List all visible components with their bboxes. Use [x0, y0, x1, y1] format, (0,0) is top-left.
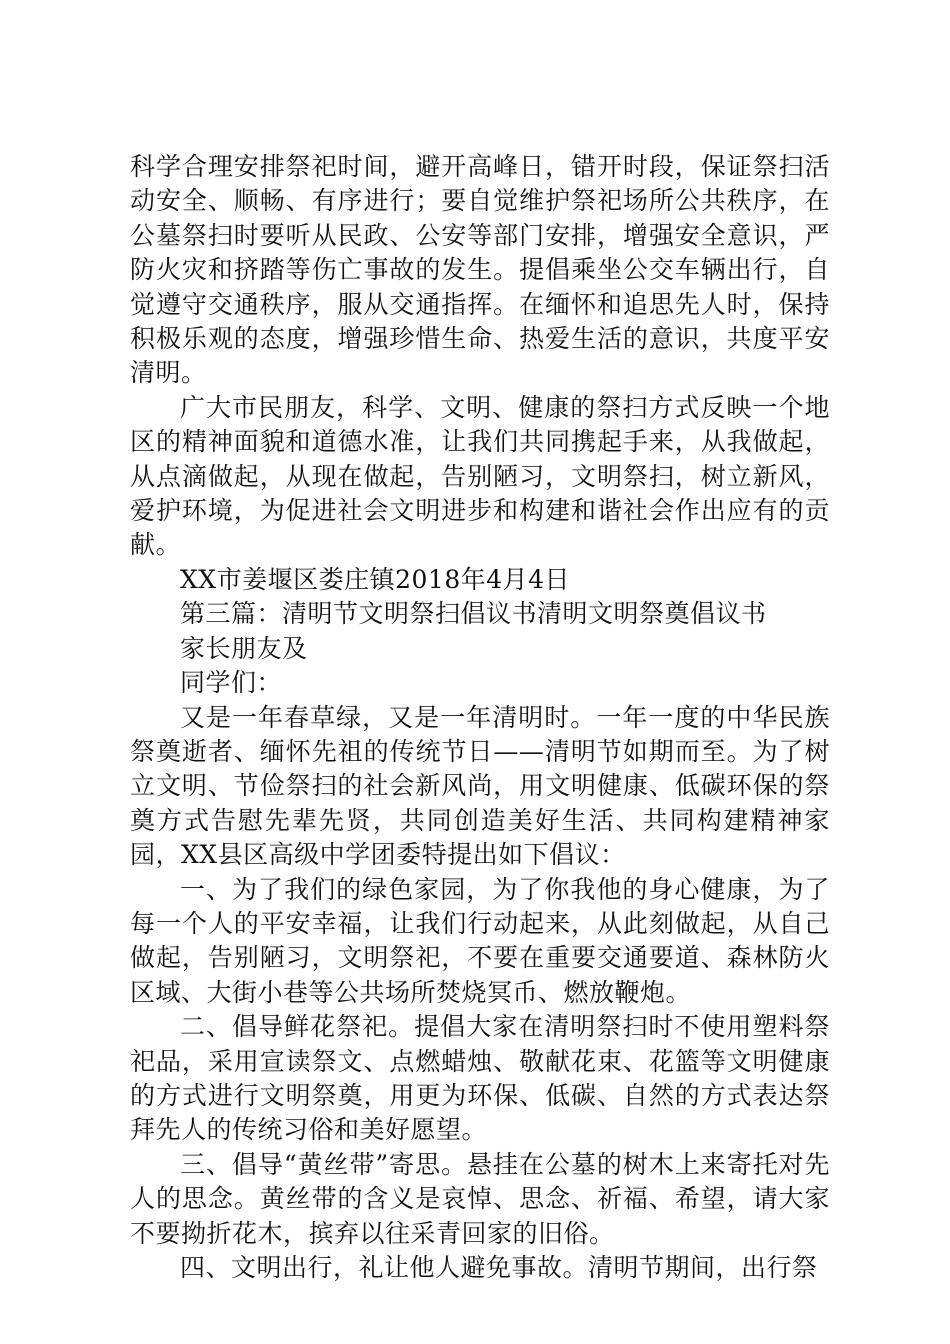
paragraph-proposal-3: 三、倡导“黄丝带”寄思。悬挂在公墓的树木上来寄托对先人的思念。黄丝带的含义是哀悼、思念、祈福、希望，请大家不要拗折花木，摈弃以往采青回家的旧俗。 — [130, 1149, 830, 1248]
paragraph-proposal-1: 一、为了我们的绿色家园，为了你我他的身心健康，为了每一个人的平安幸福，让我们行动起来，从此刻做起，从自己做起，告别陋习，文明祭祀，不要在重要交通要道、森林防火区域、大街小巷等公共场所焚烧冥币、燃放鞭炮。 — [130, 874, 830, 1007]
paragraph-proposal-4: 四、文明出行，礼让他人避免事故。清明节期间，出行祭 — [180, 1253, 818, 1282]
section-heading: 第三篇：清明节文明祭扫倡议书清明文明祭奠倡议书 — [180, 599, 767, 629]
paragraph-introduction: 又是一年春草绿，又是一年清明时。一年一度的中华民族祭奠逝者、缅怀先祖的传统节日——清明节如期而至。为了树立文明、节俭祭扫的社会新风尚，用文明健康、低碳环保的祭奠方式告慰先辈先贤，共同创造美好生活、共同构建精神家园，XX县区高级中学团委特提出如下倡议： — [130, 702, 830, 870]
paragraph-call-to-citizens: 广大市民朋友，科学、文明、健康的祭扫方式反映一个地区的精神面貌和道德水准，让我们共同携起手来，从我做起，从点滴做起，从现在做起，告别陋习，文明祭扫，树立新风，爱护环境，为促进社会文明进步和构建和谐社会作出应有的贡献。 — [130, 392, 830, 560]
paragraph-safety-guidelines: 科学合理安排祭祀时间，避开高峰日，错开时段，保证祭扫活动安全、顺畅、有序进行；要自觉维护祭祀场所公共秩序，在公墓祭扫时要听从民政、公安等部门安排，增强安全意识，严防火灾和挤踏等伤亡事故的发生。提倡乘坐公交车辆出行，自觉遵守交通秩序，服从交通指挥。在缅怀和追思先人时，保持积极乐观的态度，增强珍惜生命、热爱生活的意识，共度平安清明。 — [130, 152, 830, 388]
paragraph-proposal-2: 二、倡导鲜花祭祀。提倡大家在清明祭扫时不使用塑料祭祀品，采用宣读祭文、点燃蜡烛、敬献花束、花篮等文明健康的方式进行文明祭奠，用更为环保、低碳、自然的方式表达祭拜先人的传统习俗和美好愿望。 — [130, 1012, 830, 1145]
signature-date-line: XX市姜堰区娄庄镇2018年4月4日 — [180, 564, 571, 594]
salutation-line-1: 家长朋友及 — [180, 633, 308, 663]
salutation-line-2: 同学们： — [180, 668, 283, 698]
document-body — [130, 150, 830, 1285]
